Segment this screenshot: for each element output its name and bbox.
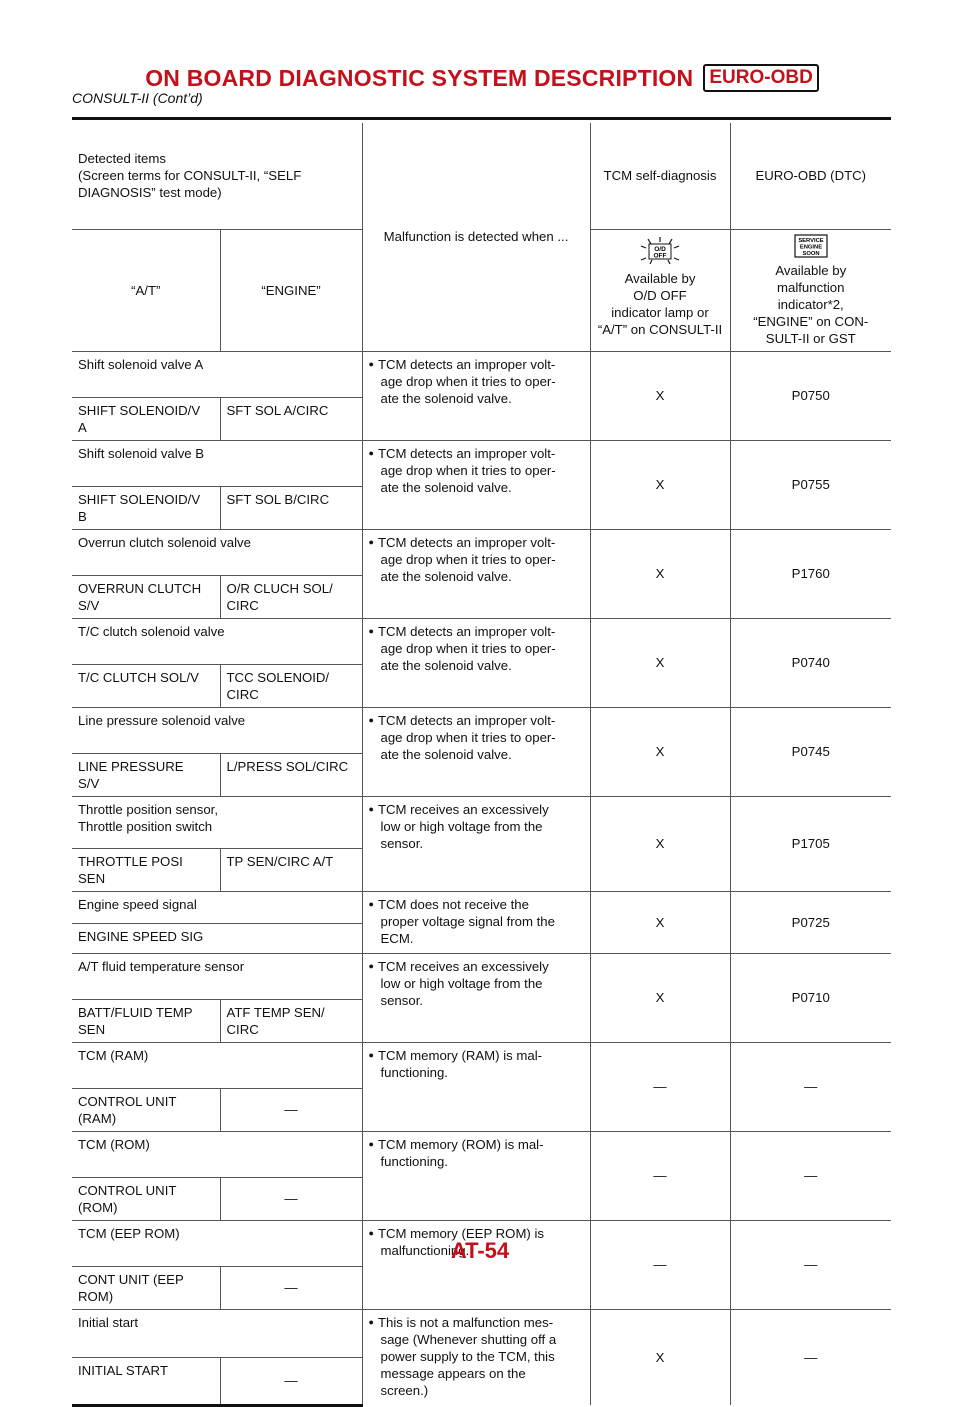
table-row (72, 351, 891, 397)
page-number: AT-54 (450, 1238, 510, 1263)
malfunction-text: ● TCM detects an improper volt- age drop when it tries to oper- ate the solenoid valve. (369, 712, 584, 763)
dtc-code: P0750 (730, 351, 891, 440)
consult-engine-term: — (220, 1357, 362, 1405)
tcm-self-diagnosis-mark: X (590, 1309, 730, 1405)
head-detected-items: Detected items (Screen terms for CONSULT-II, “SELF DIAGNOSIS” test mode) (78, 151, 302, 201)
malfunction-text: ● TCM detects an improper volt- age drop when it tries to oper- ate the solenoid valve. (369, 623, 584, 674)
detected-item-name: Line pressure solenoid valve (72, 707, 362, 753)
dtc-code: P0755 (730, 440, 891, 529)
malfunction-condition (362, 1042, 590, 1131)
dtc-code: P0740 (730, 618, 891, 707)
head-tcm-availability (590, 229, 730, 351)
tcm-self-diagnosis-mark: X (590, 618, 730, 707)
page-header (72, 64, 892, 106)
consult-at-term: LINE PRESSURE S/V (72, 753, 220, 796)
table-row (72, 618, 891, 664)
malfunction-text: ● TCM detects an improper volt- age drop when it tries to oper- ate the solenoid valve. (369, 534, 584, 585)
malfunction-text: ● This is not a malfunction mes- sage (Whenever shutting off a power supply to the TCM, this message appears on the screen.) (369, 1314, 584, 1399)
dtc-code: P0725 (730, 891, 891, 953)
tcm-self-diagnosis-mark: X (590, 440, 730, 529)
consult-engine-term: — (220, 1088, 362, 1131)
dtc-code: P1705 (730, 796, 891, 891)
consult-engine-term: L/PRESS SOL/CIRC (220, 753, 362, 796)
tcm-self-diagnosis-mark: X (590, 529, 730, 618)
table-row (72, 529, 891, 575)
malfunction-text: ● TCM memory (EEP ROM) is malfunctioning. (369, 1225, 584, 1259)
tcm-self-diagnosis-mark: X (590, 796, 730, 891)
head-euro-availability (730, 229, 891, 351)
tcm-self-diagnosis-mark: X (590, 953, 730, 1042)
tcm-self-diagnosis-mark: X (590, 891, 730, 953)
od-off-lamp-icon (638, 236, 682, 266)
consult-at-term: SHIFT SOLENOID/V B (72, 486, 220, 529)
consult-at-term: ENGINE SPEED SIG (72, 923, 362, 953)
head-malfunction: Malfunction is detected when ... (362, 123, 590, 351)
consult-at-term: CONT UNIT (EEP ROM) (72, 1266, 220, 1309)
euro-availability-text: Available by malfunction indicator*2, “ENGINE” on CON- SULT-II or GST (753, 262, 869, 346)
consult-engine-term: O/R CLUCH SOL/ CIRC (220, 575, 362, 618)
malfunction-condition (362, 1220, 590, 1309)
consult-engine-term: SFT SOL A/CIRC (220, 397, 362, 440)
malfunction-text: ● TCM receives an excessively low or high voltage from the sensor. (369, 801, 584, 852)
malfunction-condition (362, 707, 590, 796)
table-row (72, 796, 891, 848)
detected-item-name: A/T fluid temperature sensor (72, 953, 362, 999)
malfunction-condition (362, 618, 590, 707)
detected-item-name: Throttle position sensor, Throttle position switch (72, 796, 362, 848)
page-title: ON BOARD DIAGNOSTIC SYSTEM DESCRIPTION (145, 64, 694, 91)
dtc-code: P0745 (730, 707, 891, 796)
head-at: “A/T” (72, 229, 220, 351)
consult-engine-term: TP SEN/CIRC A/T (220, 848, 362, 891)
dtc-code: — (730, 1042, 891, 1131)
detected-item-name: Initial start (72, 1309, 362, 1357)
table-row (72, 440, 891, 486)
table-row (72, 1309, 891, 1357)
tcm-self-diagnosis-mark: X (590, 707, 730, 796)
consult-at-term: BATT/FLUID TEMP SEN (72, 999, 220, 1042)
detected-item-name: Overrun clutch solenoid valve (72, 529, 362, 575)
lamp-text-od: O/D (654, 245, 666, 253)
malfunction-condition (362, 891, 590, 953)
detected-item-name: Shift solenoid valve A (72, 351, 362, 397)
detected-item-name: TCM (ROM) (72, 1131, 362, 1177)
tcm-self-diagnosis-mark: X (590, 351, 730, 440)
table-row (72, 1042, 891, 1088)
dtc-code: — (730, 1309, 891, 1405)
indicator-text-3: SOON (802, 250, 820, 257)
table-row (72, 953, 891, 999)
dtc-code: P1760 (730, 529, 891, 618)
malfunction-condition (362, 529, 590, 618)
malfunction-condition (362, 1309, 590, 1405)
table-row (72, 1131, 891, 1177)
tcm-self-diagnosis-mark: — (590, 1042, 730, 1131)
table-row (72, 707, 891, 753)
malfunction-condition (362, 351, 590, 440)
detected-item-name: TCM (RAM) (72, 1042, 362, 1088)
malfunction-text: ● TCM receives an excessively low or high voltage from the sensor. (369, 958, 584, 1009)
malfunction-condition (362, 440, 590, 529)
malfunction-text: ● TCM detects an improper volt- age drop when it tries to oper- ate the solenoid valve. (369, 445, 584, 496)
head-euro-obd-dtc: EURO-OBD (DTC) (730, 123, 891, 229)
consult-at-term: THROTTLE POSI SEN (72, 848, 220, 891)
title-row (72, 64, 892, 92)
malfunction-text: ● TCM does not receive the proper voltage signal from the ECM. (369, 896, 584, 947)
dtc-code: P0710 (730, 953, 891, 1042)
indicator-text-1: SERVICE (798, 237, 824, 244)
consult-engine-term: — (220, 1177, 362, 1220)
consult-at-term: INITIAL START (72, 1357, 220, 1405)
head-engine: “ENGINE” (220, 229, 362, 351)
detected-item-name: T/C clutch solenoid valve (72, 618, 362, 664)
malfunction-condition (362, 796, 590, 891)
consult-at-term: T/C CLUTCH SOL/V (72, 664, 220, 707)
dtc-code: — (730, 1131, 891, 1220)
header-rule (72, 117, 891, 120)
tcm-self-diagnosis-mark: — (590, 1220, 730, 1309)
dtc-code: — (730, 1220, 891, 1309)
diagnosis-table (72, 123, 891, 1407)
detected-item-name: Engine speed signal (72, 891, 362, 923)
consult-at-term: OVERRUN CLUTCH S/V (72, 575, 220, 618)
detected-item-name: Shift solenoid valve B (72, 440, 362, 486)
tcm-availability-text: Available by O/D OFF indicator lamp or “A/T” on CONSULT-II (597, 270, 723, 337)
malfunction-text: ● TCM memory (RAM) is mal- functioning. (369, 1047, 584, 1081)
consult-engine-term: ATF TEMP SEN/ CIRC (220, 999, 362, 1042)
malfunction-text: ● TCM detects an improper volt- age drop when it tries to oper- ate the solenoid valve. (369, 356, 584, 407)
consult-engine-term: — (220, 1266, 362, 1309)
detected-item-name: TCM (EEP ROM) (72, 1220, 362, 1266)
consult-at-term: CONTROL UNIT (ROM) (72, 1177, 220, 1220)
malfunction-condition (362, 953, 590, 1042)
malfunction-text: ● TCM memory (ROM) is mal- functioning. (369, 1136, 584, 1170)
consult-at-term: SHIFT SOLENOID/V A (72, 397, 220, 440)
consult-engine-term: SFT SOL B/CIRC (220, 486, 362, 529)
indicator-text-2: ENGINE (799, 244, 822, 250)
page-subtitle: CONSULT-II (Cont’d) (72, 90, 203, 106)
euro-obd-badge: EURO-OBD (703, 64, 818, 92)
consult-engine-term: TCC SOLENOID/ CIRC (220, 664, 362, 707)
tcm-self-diagnosis-mark: — (590, 1131, 730, 1220)
table-row (72, 891, 891, 923)
consult-at-term: CONTROL UNIT (RAM) (72, 1088, 220, 1131)
head-tcm-self-diagnosis: TCM self-diagnosis (590, 123, 730, 229)
malfunction-condition (362, 1131, 590, 1220)
lamp-text-off: OFF (653, 252, 667, 259)
service-engine-soon-icon (794, 234, 828, 258)
